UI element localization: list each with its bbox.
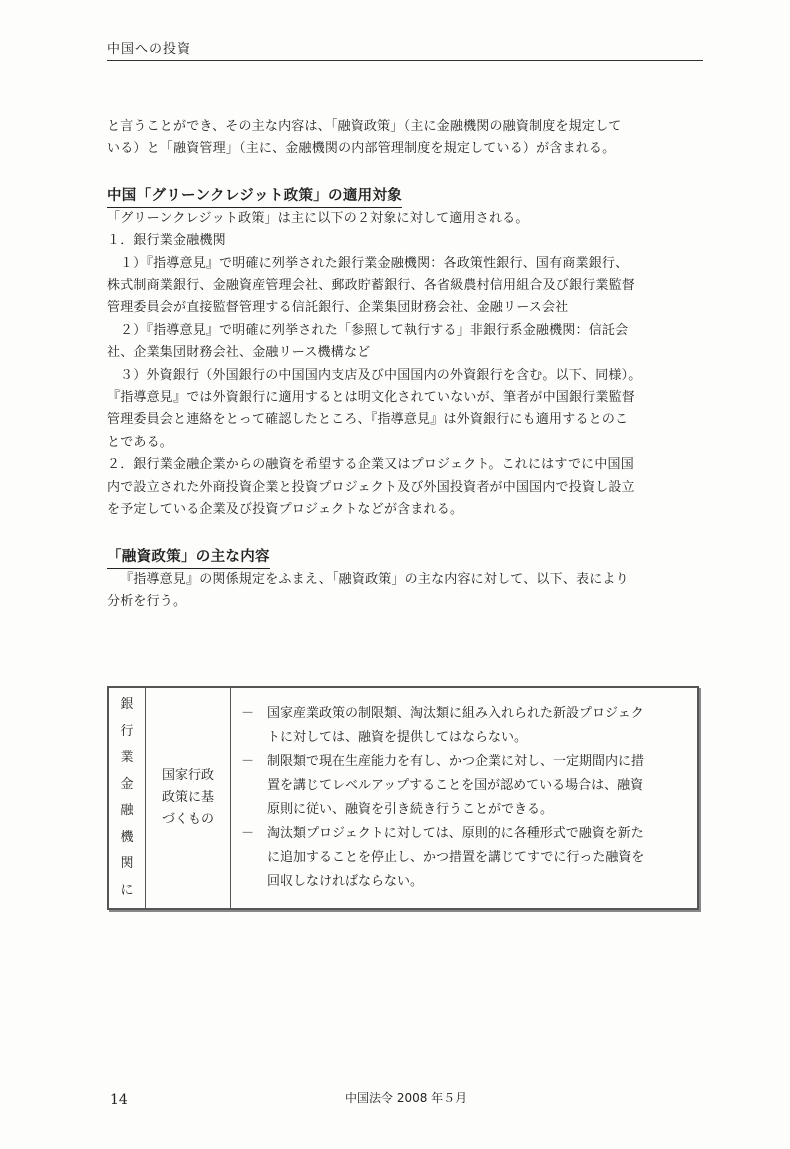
intro-line-2: いる）と「融資管理」（主に、金融機関の内部管理制度を規定している）が含まれる。 <box>107 141 616 157</box>
list-item <box>241 822 689 894</box>
category-line: づくもの <box>161 812 214 827</box>
section1-title: 中国「グリーンクレジット政策」の適用対象 <box>107 186 402 208</box>
item-line: 置を講じてレベルアップすることを国が認めている場合は、融資 <box>267 778 644 793</box>
item-line: に追加することを停止し、かつ措置を講じてすでに行った融資を <box>267 850 645 865</box>
sub3-line-4: とである。 <box>107 434 174 450</box>
table-row <box>108 687 698 909</box>
vertical-char: 業 <box>120 750 134 765</box>
point2-line-3: を予定している企業及び投資プロジェクトなどが含まれる。 <box>107 502 464 518</box>
header-title: 中国への投資 <box>107 42 192 57</box>
list-item <box>241 702 689 750</box>
section2-lead-line-2: 分析を行う。 <box>107 593 187 609</box>
vertical-char: 関 <box>120 856 134 871</box>
page-content <box>107 116 705 613</box>
section2-lead-line-1: 『指導意見』の関係規定をふまえ、「融資政策」の主な内容に対して、以下、表により <box>120 571 629 587</box>
intro-line-1: と言うことができ、その主な内容は、「融資政策」（主に金融機関の融資制度を規定して <box>107 119 622 134</box>
list-item <box>241 750 689 822</box>
vertical-char: に <box>120 882 134 898</box>
point2-line-2: 内で設立された外商投資企業と投資プロジェクト及び外国投資者が中国国内で投資し設立 <box>107 479 635 495</box>
sub3-line-1: ３）外資銀行（外国銀行の中国国内支店及び中国国内の外資銀行を含む。以下、同様）。 <box>120 367 642 383</box>
dash-marker: － <box>241 826 255 841</box>
vertical-char: 金 <box>120 776 134 792</box>
category-cell <box>146 687 231 909</box>
policy-items-cell <box>231 687 699 909</box>
sub3-line-2: 『指導意見』では外資銀行に適用するとは明文化されていないが、筆者が中国銀行業監督 <box>107 390 636 406</box>
item-line: 原則に従い、融資を引き続き行うことができる。 <box>267 802 554 817</box>
dash-marker: － <box>241 706 255 721</box>
item-line: 淘汰類プロジェクトに対しては、原則的に各種形式で融資を新た <box>267 826 644 841</box>
section2-title: 「融資政策」の主な内容 <box>107 547 270 569</box>
vertical-char: 銀 <box>120 697 134 712</box>
item-line: 国家産業政策の制限類、淘汰類に組み入れられた新設プロジェク <box>267 706 644 721</box>
dash-marker: － <box>241 754 255 769</box>
section-lending-policy <box>107 546 705 614</box>
item-line: 制限類で現在生産能力を有し、かつ企業に対し、一定期間内に措 <box>267 754 645 769</box>
sub1-line-3: 管理委員会が直接監督管理する信託銀行、企業集団財務会社、金融リース会社 <box>107 300 569 316</box>
point1-heading: １．銀行業金融機関 <box>107 233 226 249</box>
vertical-char: 機 <box>120 829 134 845</box>
category-line: 国家行政 <box>161 768 214 783</box>
item-line: トに対しては、融資を提供してはならない。 <box>267 730 528 745</box>
lending-policy-table <box>107 686 699 910</box>
section1-lead: 「グリーンクレジット政策」は主に以下の２対象に対して適用される。 <box>107 210 529 226</box>
sub2-line-1: ２）『指導意見』で明確に列挙された「参照して執行する」非銀行系金融機関：信託会 <box>120 322 629 338</box>
vertical-label-cell <box>108 687 146 909</box>
vertical-char: 行 <box>120 723 134 739</box>
page-number: 14 <box>110 1092 128 1108</box>
sub3-line-3: 管理委員会と連絡をとって確認したところ、『指導意見』は外資銀行にも適用するとのこ <box>107 412 629 428</box>
sub2-line-2: 社、企業集団財務会社、金融リース機構など <box>107 345 371 361</box>
publication-footer: 中国法令 2008 年５月 <box>345 1091 468 1105</box>
vertical-char: 融 <box>120 803 134 818</box>
point2-line-1: ２．銀行業金融企業からの融資を希望する企業又はプロジェクト。これにはすでに中国国 <box>107 457 634 473</box>
sub1-line-2: 株式制商業銀行、金融資産管理会社、郵政貯蓄銀行、各省級農村信用組合及び銀行業監督 <box>107 278 636 294</box>
sub1-line-1: １）『指導意見』で明確に列挙された銀行業金融機関：各政策性銀行、国有商業銀行、 <box>120 255 629 271</box>
item-line: 回収しなければならない。 <box>267 874 424 889</box>
category-line: 政策に基 <box>161 790 214 805</box>
running-header <box>107 38 703 61</box>
section-applicability <box>107 185 705 522</box>
